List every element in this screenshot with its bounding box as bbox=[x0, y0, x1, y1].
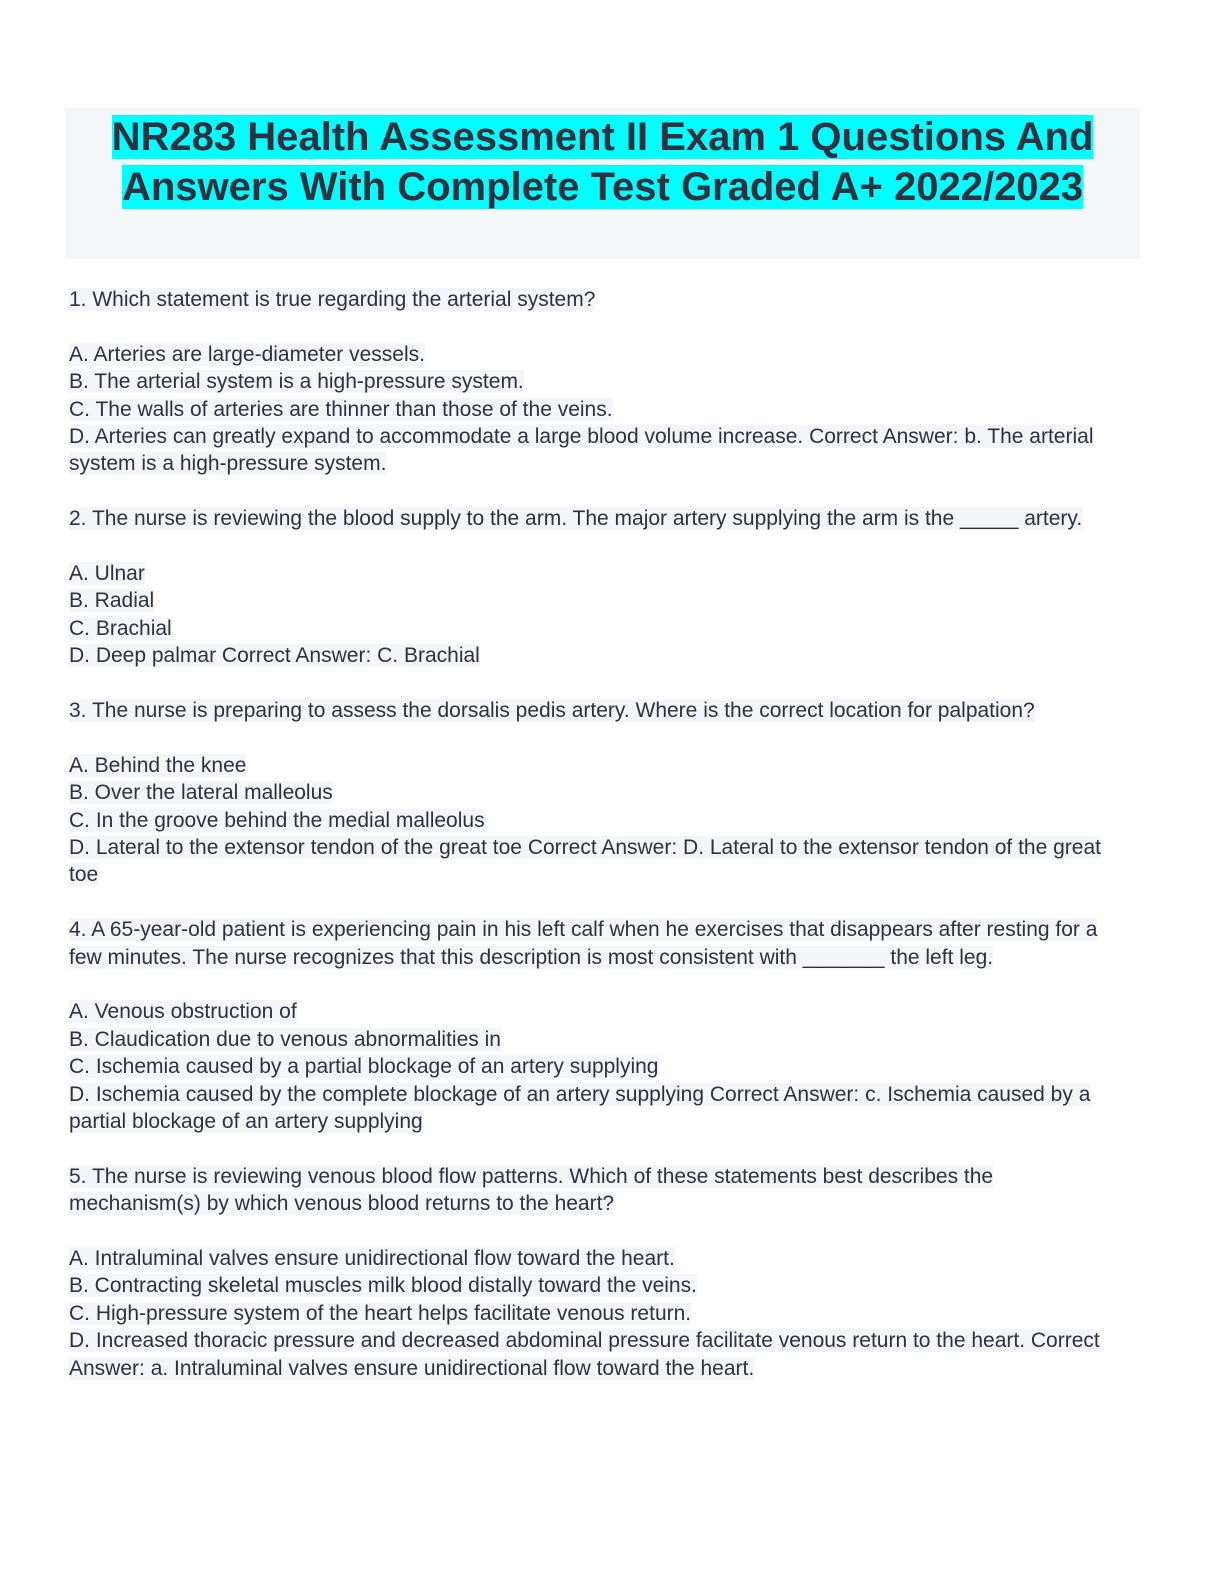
option-text: B. Over the lateral malleolus bbox=[69, 781, 333, 805]
question-text: 4. A 65-year-old patient is experiencing pain in his left calf when he exercises that disappears after resting for a few minutes. The nurse recognizes that this description is most consistent with _______ the left leg. bbox=[69, 918, 1098, 969]
option-text: C. In the groove behind the medial malleolus bbox=[69, 808, 485, 832]
question-block bbox=[69, 505, 1129, 669]
option-text: C. The walls of arteries are thinner than those of the veins. bbox=[69, 397, 613, 421]
question-text: 2. The nurse is reviewing the blood supply to the arm. The major artery supplying the arm is the _____ artery. bbox=[69, 507, 1083, 531]
options-list bbox=[69, 998, 1129, 1135]
option-item bbox=[69, 807, 1129, 834]
correct-answer-label: Correct Answer: bbox=[809, 425, 959, 449]
question-stem bbox=[69, 916, 1129, 971]
option-text: B. Claudication due to venous abnormalities in bbox=[69, 1027, 501, 1051]
option-text: D. Ischemia caused by the complete blockage of an artery supplying bbox=[69, 1082, 705, 1106]
option-item bbox=[69, 1081, 1129, 1136]
options-list bbox=[69, 560, 1129, 670]
option-item bbox=[69, 1245, 1129, 1272]
correct-answer-text: c. Ischemia caused by a partial blockage of an artery supplying bbox=[69, 1082, 1091, 1134]
question-text: 5. The nurse is reviewing venous blood flow patterns. Which of these statements best describes the mechanism(s) by which venous blood returns to the heart? bbox=[69, 1164, 994, 1216]
option-text: B. Contracting skeletal muscles milk blood distally toward the veins. bbox=[69, 1274, 697, 1298]
option-item bbox=[69, 1026, 1129, 1053]
question-stem bbox=[69, 286, 1129, 313]
option-text: C. High-pressure system of the heart helps facilitate venous return. bbox=[69, 1301, 692, 1325]
option-item bbox=[69, 752, 1129, 779]
correct-answer-label: Correct Answer: bbox=[69, 1329, 1100, 1380]
spacer bbox=[522, 836, 528, 859]
correct-answer-label: Correct Answer: bbox=[527, 836, 678, 860]
option-text: D. Deep palmar bbox=[69, 644, 217, 668]
option-text: C. Brachial bbox=[69, 616, 172, 640]
option-item bbox=[69, 368, 1129, 395]
option-item bbox=[69, 587, 1129, 614]
spacer bbox=[145, 1357, 151, 1380]
correct-answer-label: Correct Answer: bbox=[709, 1082, 860, 1106]
option-text: A. Ulnar bbox=[69, 562, 145, 586]
option-item bbox=[69, 341, 1129, 368]
option-item bbox=[69, 1300, 1129, 1327]
title-block bbox=[65, 108, 1140, 259]
option-item bbox=[69, 779, 1129, 806]
correct-answer-text: D. Lateral to the extensor tendon of the great toe bbox=[69, 836, 1101, 887]
option-text: B. The arterial system is a high-pressure system. bbox=[69, 370, 524, 394]
document-title: NR283 Health Assessment II Exam 1 Questions And Answers With Complete Test Graded A+ 2022/2023 bbox=[111, 115, 1094, 209]
question-block bbox=[69, 1163, 1129, 1382]
question-block bbox=[69, 697, 1129, 889]
spacer bbox=[1025, 1329, 1031, 1352]
question-stem bbox=[69, 505, 1129, 532]
correct-answer-label: Correct Answer: bbox=[221, 644, 372, 668]
option-item bbox=[69, 1053, 1129, 1080]
option-text: B. Radial bbox=[69, 589, 155, 613]
option-text: A. Behind the knee bbox=[69, 753, 247, 777]
questions-list bbox=[69, 286, 1129, 1410]
option-item bbox=[69, 560, 1129, 587]
option-text: A. Arteries are large-diameter vessels. bbox=[69, 342, 425, 366]
question-text: 3. The nurse is preparing to assess the dorsalis pedis artery. Where is the correct location for palpation? bbox=[69, 699, 1035, 723]
option-text: D. Increased thoracic pressure and decreased abdominal pressure facilitate venous return to the heart. bbox=[69, 1329, 1026, 1353]
question-block bbox=[69, 286, 1129, 478]
options-list bbox=[69, 752, 1129, 889]
option-item bbox=[69, 423, 1129, 478]
question-stem bbox=[69, 697, 1129, 724]
option-item bbox=[69, 834, 1129, 889]
option-text: A. Intraluminal valves ensure unidirectional flow toward the heart. bbox=[69, 1247, 675, 1271]
options-list bbox=[69, 1245, 1129, 1382]
correct-answer-text: b. The arterial system is a high-pressure system. bbox=[69, 425, 1094, 476]
options-list bbox=[69, 341, 1129, 478]
option-item bbox=[69, 1272, 1129, 1299]
option-text: A. Venous obstruction of bbox=[69, 1000, 297, 1024]
option-item bbox=[69, 396, 1129, 423]
spacer bbox=[704, 1083, 710, 1106]
correct-answer-text: a. Intraluminal valves ensure unidirectional flow toward the heart. bbox=[150, 1356, 755, 1380]
option-item bbox=[69, 642, 1129, 669]
question-text: 1. Which statement is true regarding the arterial system? bbox=[69, 288, 596, 311]
option-item bbox=[69, 1327, 1129, 1382]
option-text: D. Arteries can greatly expand to accommodate a large blood volume increase. bbox=[69, 425, 804, 449]
question-block bbox=[69, 916, 1129, 1135]
option-text: D. Lateral to the extensor tendon of the great toe bbox=[69, 836, 522, 860]
option-item bbox=[69, 998, 1129, 1025]
option-item bbox=[69, 615, 1129, 642]
correct-answer-text: C. Brachial bbox=[377, 644, 480, 668]
question-stem bbox=[69, 1163, 1129, 1218]
option-text: C. Ischemia caused by a partial blockage of an artery supplying bbox=[69, 1055, 659, 1079]
